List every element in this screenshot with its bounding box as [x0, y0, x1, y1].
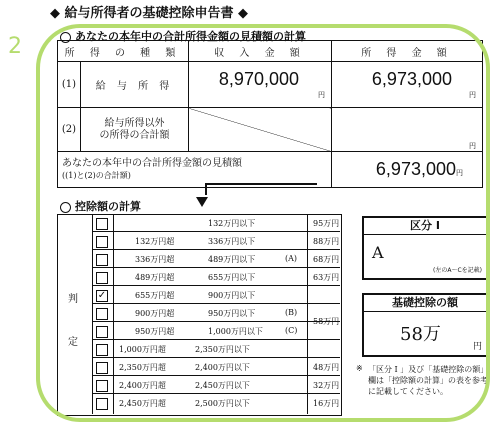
- row-from: 900万円超: [135, 309, 175, 318]
- row-from: 1,000万円超: [119, 345, 166, 354]
- row-amount: 48万円: [313, 363, 340, 372]
- row-no: (1): [58, 62, 81, 108]
- form-title: ◆ 給与所得者の基礎控除申告書 ◆: [50, 6, 249, 21]
- category-note: (左のA～Cを記載): [433, 267, 482, 274]
- deduction-value: 58万: [400, 324, 441, 345]
- income-unit: 円: [318, 91, 325, 99]
- amount-unit: 円: [469, 91, 476, 99]
- category-label: 区分 I: [364, 218, 486, 235]
- row-label: 給与所得以外 の所得の合計額: [81, 108, 189, 152]
- row-to: 2,350万円以下: [195, 345, 250, 354]
- total-unit: 円: [456, 169, 463, 177]
- row-category: (B): [285, 308, 298, 317]
- row-from: 489万円超: [135, 273, 175, 282]
- header-type: 所 得 の 種 類: [58, 41, 189, 62]
- footnote: 「区分 I 」及び「基礎控除の額」欄は「控除額の計算」の表を参考に記載してください。: [368, 365, 488, 396]
- row-to: 2,450万円以下: [195, 381, 250, 390]
- row-amount: 95万円: [313, 219, 340, 228]
- row-to: 132万円以下: [208, 219, 256, 228]
- row-to: 950万円以下: [208, 309, 256, 318]
- row-from: 950万円超: [135, 327, 175, 336]
- estimate-section-title-text: あなたの本年中の合計所得金額の見積額の計算: [75, 30, 306, 43]
- row-from: 2,400万円超: [119, 381, 166, 390]
- step-number: 2: [8, 34, 22, 59]
- row-amount: 16万円: [313, 399, 340, 408]
- side-label: 定: [68, 337, 78, 348]
- deduction-label: 基礎控除の額: [364, 295, 486, 312]
- total-label: あなたの本年中の合計所得金額の見積額: [62, 157, 242, 169]
- row-amount: 68万円: [313, 255, 340, 264]
- row-to: 489万円以下: [208, 255, 256, 264]
- side-label: 判: [68, 294, 78, 305]
- row-amount: 88万円: [313, 237, 340, 246]
- total-value: 6,973,000: [375, 159, 456, 179]
- row-from: 2,350万円超: [119, 363, 166, 372]
- row-from: 336万円超: [135, 255, 175, 264]
- row-to: 336万円以下: [208, 237, 256, 246]
- row-to: 900万円以下: [208, 291, 256, 300]
- row-to: 2,500万円以下: [195, 399, 250, 408]
- header-income: 収 入 金 額: [189, 41, 332, 62]
- total-sub: ((1)と(2)の合計額): [62, 170, 131, 180]
- row-label: 給 与 所 得: [81, 62, 189, 108]
- highlight-frame: [36, 24, 490, 422]
- row-category: (C): [285, 326, 298, 335]
- header-amount: 所 得 金 額: [332, 41, 483, 62]
- deduction-unit: 円: [472, 342, 482, 352]
- amount-value: 6,973,000: [371, 69, 452, 89]
- row-category: (A): [285, 254, 298, 263]
- row-from: 2,450万円超: [119, 399, 166, 408]
- row-from: 655万円超: [135, 291, 175, 300]
- row-to: 655万円以下: [208, 273, 256, 282]
- row-amount: 32万円: [313, 381, 340, 390]
- row-amount: 58万円: [313, 317, 340, 326]
- income-value: 8,970,000: [218, 69, 299, 89]
- deduction-section-title-text: 控除額の計算: [75, 200, 141, 213]
- row-to: 1,000万円以下: [208, 327, 263, 336]
- row-amount: 63万円: [313, 273, 340, 282]
- row-no: (2): [58, 108, 81, 152]
- checkbox-checked[interactable]: ✓: [97, 290, 107, 301]
- row-from: 132万円超: [135, 237, 175, 246]
- amount-unit: 円: [469, 142, 476, 150]
- row-to: 2,400万円以下: [195, 363, 250, 372]
- category-value: A: [372, 243, 384, 262]
- footnote-mark: ※: [356, 364, 363, 373]
